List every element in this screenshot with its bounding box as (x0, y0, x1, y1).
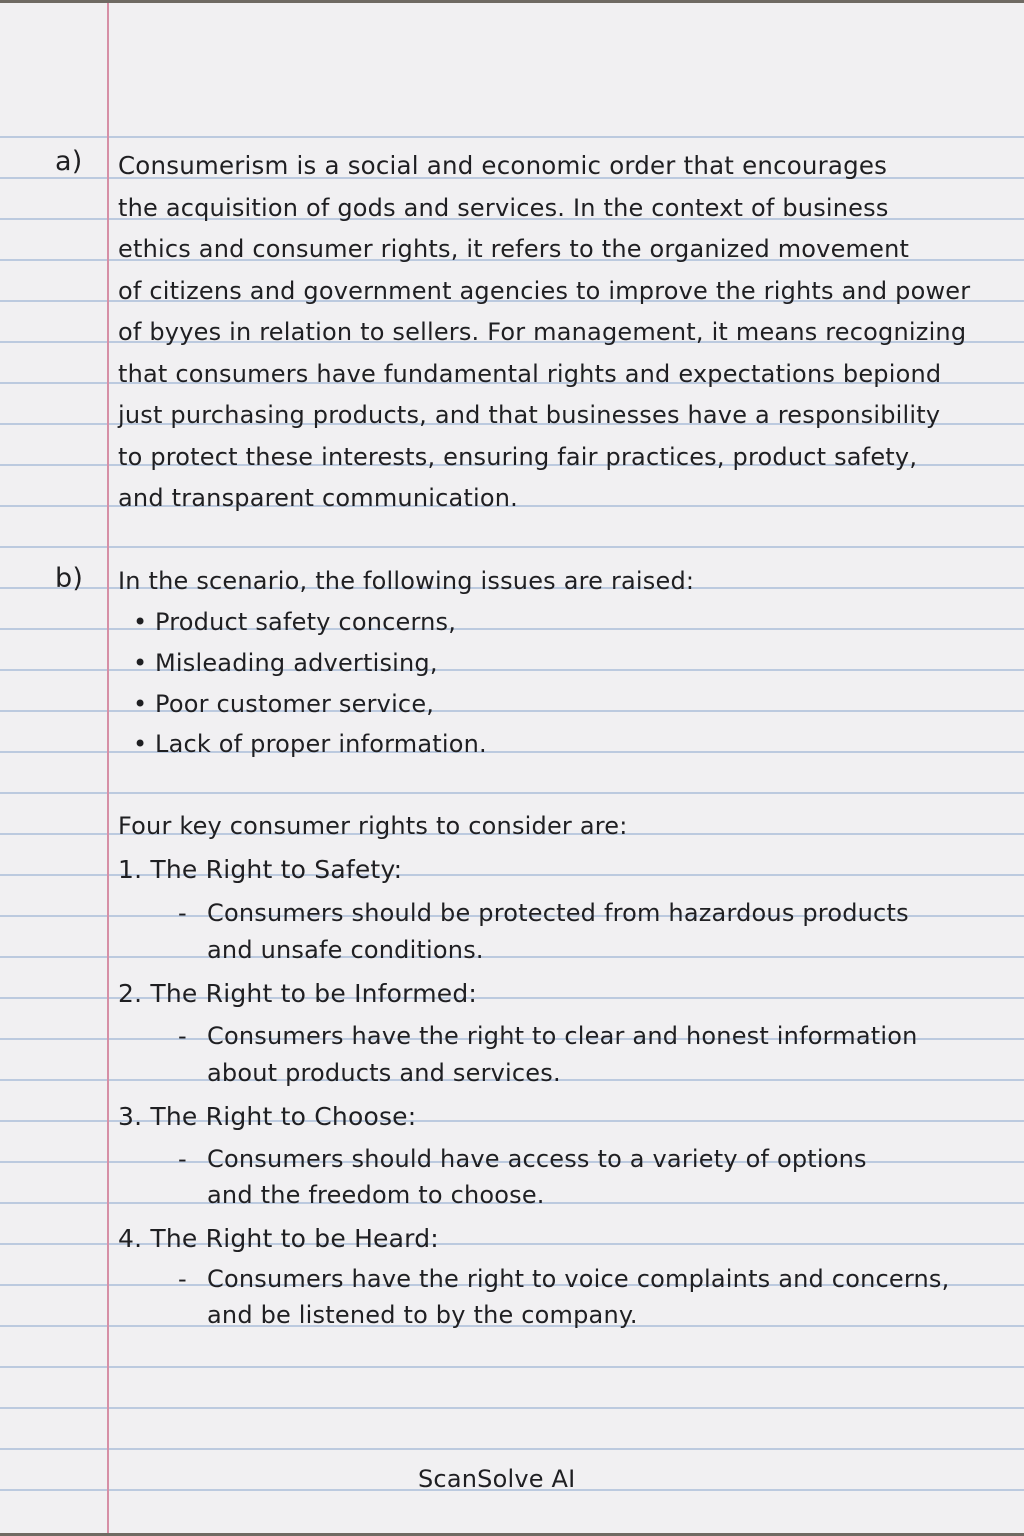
section-b-label: b) (55, 563, 84, 594)
right-desc: and the freedom to choose. (207, 1181, 545, 1209)
bullet-icon: • (133, 649, 148, 677)
bullet-icon: • (133, 690, 148, 718)
dash-icon: - (178, 1265, 187, 1293)
issue-item: Lack of proper information. (155, 730, 487, 758)
section-a-line: to protect these interests, ensuring fair practices, product safety, (118, 443, 918, 471)
issue-item: Poor customer service, (155, 690, 435, 718)
rule-line (0, 546, 1024, 548)
right-desc: Consumers have the right to clear and honest information (207, 1022, 918, 1050)
rule-line (0, 792, 1024, 794)
dash-icon: - (178, 899, 187, 927)
section-a-line: the acquisition of gods and services. In the context of business (118, 194, 889, 222)
section-a-line: and transparent communication. (118, 484, 519, 512)
rule-line (0, 1407, 1024, 1409)
right-title: 4. The Right to be Heard: (118, 1224, 439, 1253)
section-a-label: a) (55, 146, 83, 177)
section-a-line: of byyes in relation to sellers. For management, it means recognizing (118, 318, 967, 346)
rule-line (0, 710, 1024, 712)
section-a-line: of citizens and government agencies to improve the rights and power (118, 277, 971, 305)
right-title: 2. The Right to be Informed: (118, 979, 478, 1008)
section-a-line: ethics and consumer rights, it refers to the organized movement (118, 235, 910, 263)
right-desc: Consumers should be protected from hazardous products (207, 899, 909, 927)
dash-icon: - (178, 1145, 187, 1173)
bullet-icon: • (133, 608, 148, 636)
rule-line (0, 751, 1024, 753)
dash-icon: - (178, 1022, 187, 1050)
rule-line (0, 956, 1024, 958)
notebook-paper (0, 3, 1024, 1533)
rule-line (0, 136, 1024, 138)
section-a-line: that consumers have fundamental rights and expectations bepiond (118, 360, 942, 388)
right-desc: about products and services. (207, 1059, 561, 1087)
rights-intro: Four key consumer rights to consider are: (118, 812, 628, 840)
section-a-line: Consumerism is a social and economic order that encourages (118, 151, 888, 180)
section-a-line: just purchasing products, and that businesses have a responsibility (118, 401, 941, 429)
rule-line (0, 1366, 1024, 1368)
rule-line (0, 669, 1024, 671)
footer-brand: ScanSolve AI (418, 1465, 576, 1493)
section-b-intro: In the scenario, the following issues are raised: (118, 567, 695, 595)
rule-line (0, 1448, 1024, 1450)
right-desc: Consumers have the right to voice complaints and concerns, (207, 1265, 950, 1293)
rule-line (0, 628, 1024, 630)
right-desc: Consumers should have access to a variety of options (207, 1145, 867, 1173)
issue-item: Misleading advertising, (155, 649, 438, 677)
issue-item: Product safety concerns, (155, 608, 457, 636)
margin-line (107, 3, 109, 1533)
right-desc: and be listened to by the company. (207, 1301, 638, 1329)
right-title: 1. The Right to Safety: (118, 855, 403, 884)
right-desc: and unsafe conditions. (207, 936, 484, 964)
bullet-icon: • (133, 730, 148, 758)
right-title: 3. The Right to Choose: (118, 1102, 417, 1131)
